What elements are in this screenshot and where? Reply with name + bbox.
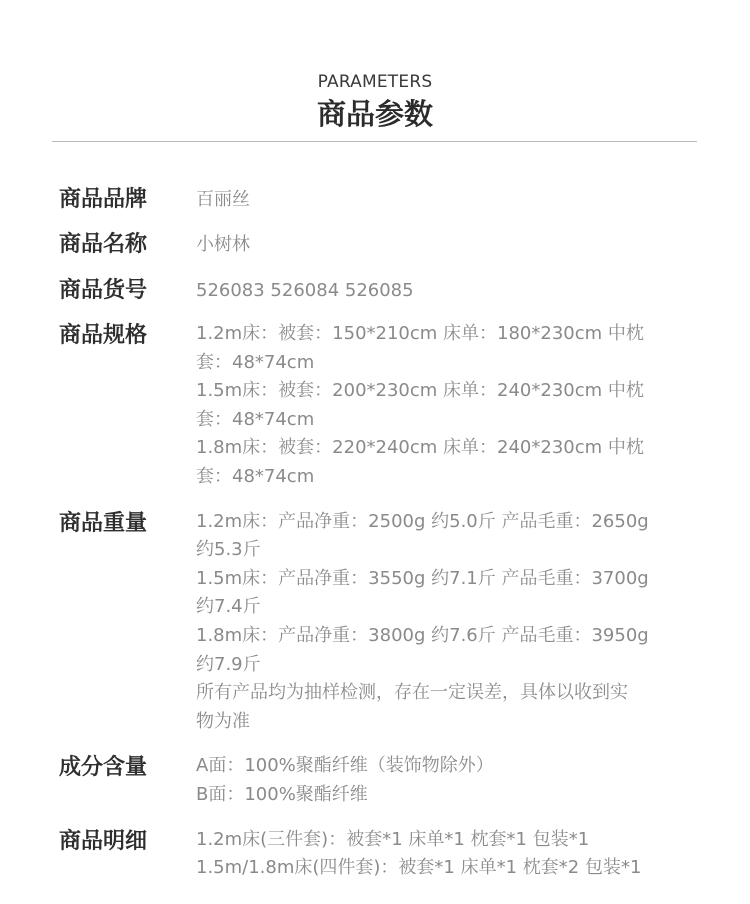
param-value-line: B面：100%聚酯纤维 — [196, 783, 368, 805]
param-value — [196, 508, 666, 737]
param-label: 成分含量 — [59, 755, 148, 781]
param-value-line: 约7.9斤 — [196, 653, 261, 675]
param-value-line: 所有产品均为抽样检测，存在一定误差，具体以收到实 — [196, 682, 628, 704]
section-title-en: PARAMETERS — [317, 72, 433, 92]
param-value-line: 约7.4斤 — [196, 596, 261, 618]
section-header — [0, 70, 750, 134]
param-value-line: 套：48*74cm — [196, 465, 315, 487]
parameter-list — [0, 184, 750, 883]
param-value-line: 1.8m床：被套：220*240cm 床单：240*230cm 中枕 — [196, 437, 644, 459]
param-value — [196, 826, 666, 883]
param-label: 商品货号 — [59, 278, 148, 303]
param-row-sku — [0, 275, 750, 307]
param-label: 商品规格 — [59, 323, 148, 348]
section-title-cn: 商品参数 — [316, 97, 433, 131]
param-value — [196, 752, 666, 809]
param-value — [196, 320, 666, 492]
param-value-line: A面：100%聚酯纤维（装饰物除外） — [196, 755, 494, 777]
param-value-line: 1.8m床：产品净重：3800g 约7.6斤 产品毛重：3950g — [196, 624, 649, 646]
param-value-line: 约5.3斤 — [196, 539, 261, 561]
param-row-name — [0, 229, 750, 261]
param-value-line: 1.5m床：产品净重：3550g 约7.1斤 产品毛重：3700g — [196, 567, 649, 589]
param-row-size — [0, 320, 750, 492]
param-row-brand — [0, 184, 750, 216]
param-row-weight — [0, 508, 750, 737]
param-value-line: 1.2m床：产品净重：2500g 约5.0斤 产品毛重：2650g — [196, 510, 649, 532]
param-value-line: 526083 526084 526085 — [196, 280, 414, 301]
param-value — [196, 275, 666, 307]
param-value — [196, 184, 666, 216]
param-value — [196, 229, 666, 261]
param-row-contents — [0, 826, 750, 883]
param-value-line: 物为准 — [196, 710, 250, 732]
param-value-line: 1.5m床：被套：200*230cm 床单：240*230cm 中枕 — [196, 380, 644, 402]
param-label: 商品名称 — [59, 232, 148, 257]
param-value-line: 套：48*74cm — [196, 351, 315, 373]
param-label: 商品明细 — [59, 828, 148, 854]
param-value-line: 百丽丝 — [196, 189, 250, 210]
param-row-material — [0, 752, 750, 809]
param-value-line: 1.2m床(三件套)：被套*1 床单*1 枕套*1 包装*1 — [196, 828, 590, 850]
header-divider — [52, 141, 697, 142]
param-value-line: 小树林 — [196, 234, 250, 255]
param-value-line: 套：48*74cm — [196, 408, 315, 430]
param-value-line: 1.5m/1.8m床(四件套)：被套*1 床单*1 枕套*2 包装*1 — [196, 857, 642, 879]
param-label: 商品品牌 — [59, 187, 148, 212]
param-value-line: 1.2m床：被套：150*210cm 床单：180*230cm 中枕 — [196, 323, 644, 344]
param-label: 商品重量 — [59, 510, 148, 536]
